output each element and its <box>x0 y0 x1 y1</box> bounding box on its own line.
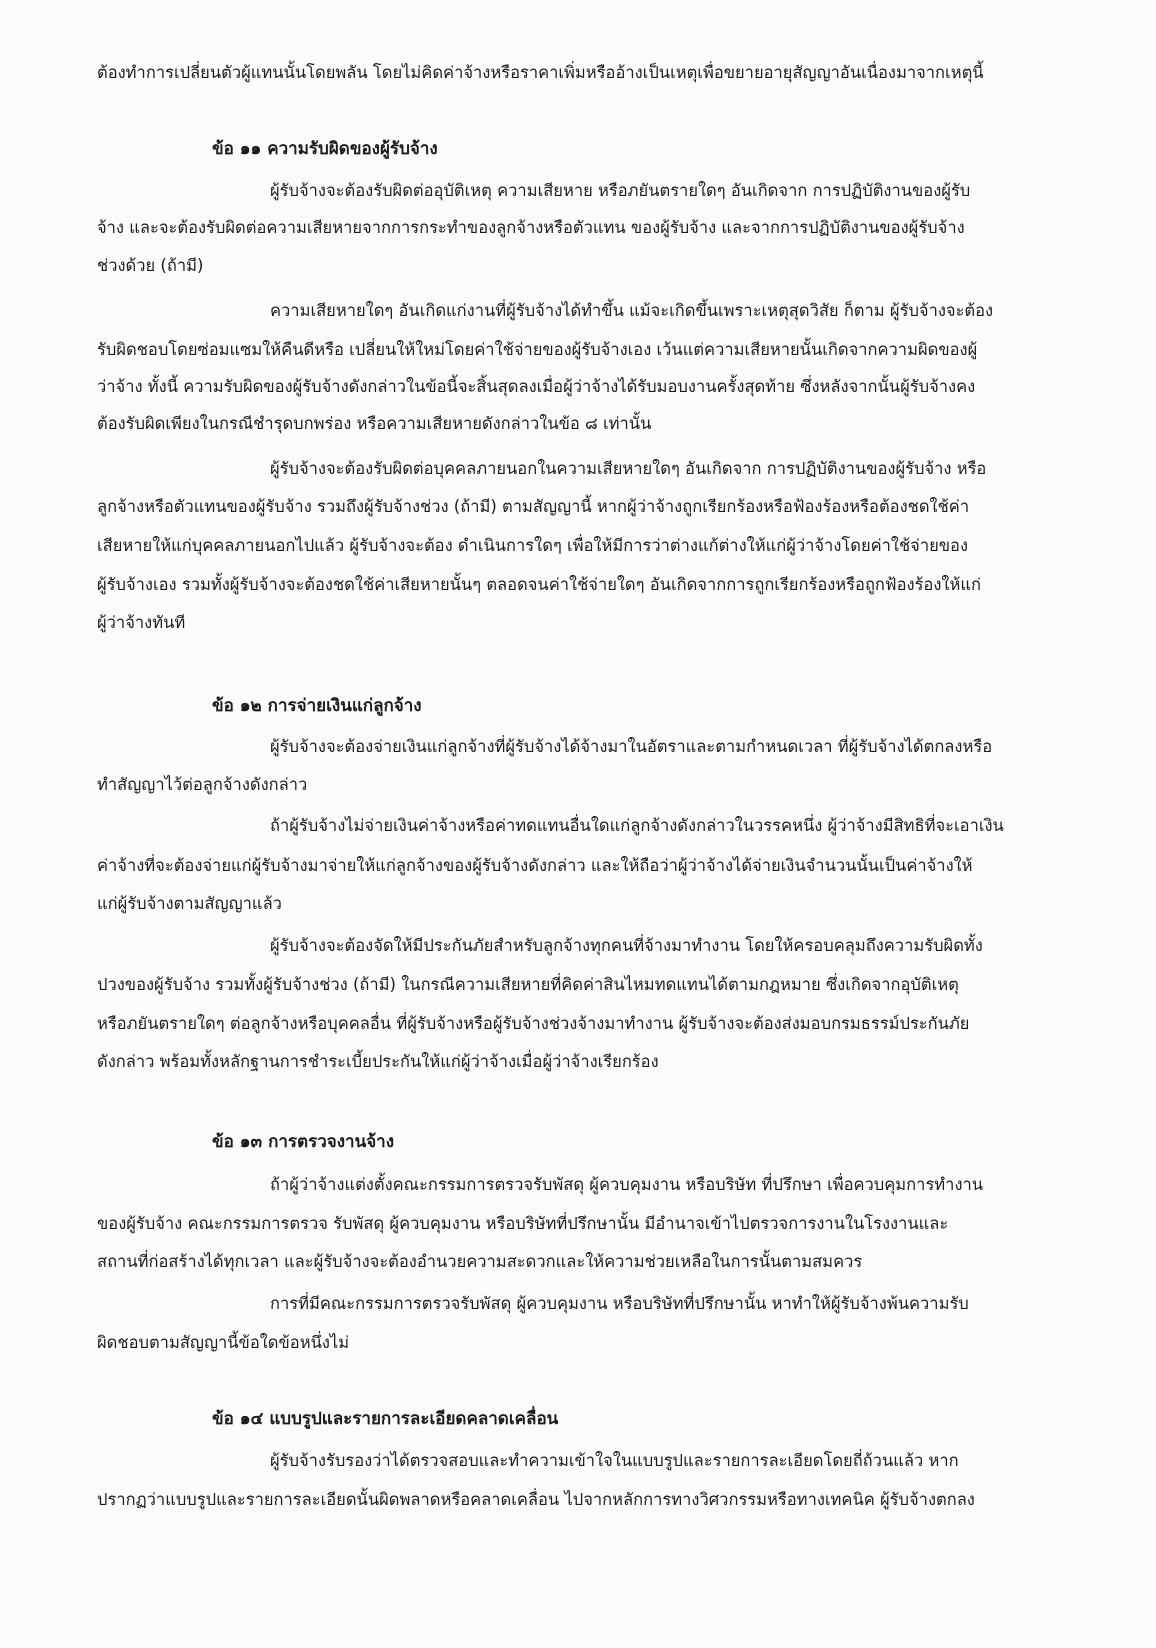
paragraph-line: แก่ผู้รับจ้างตามสัญญาแล้ว <box>97 894 282 913</box>
paragraph-line: ผู้รับจ้างจะต้องรับผิดต่อบุคคลภายนอกในความเสียหายใดๆ อันเกิดจาก การปฏิบัติงานของผู้รับจ้าง หรือ <box>270 459 987 478</box>
paragraph-line: ทำสัญญาไว้ต่อลูกจ้างดังกล่าว <box>97 775 308 794</box>
paragraph-line: ความเสียหายใดๆ อันเกิดแก่งานที่ผู้รับจ้างได้ทำขึ้น แม้จะเกิดขึ้นเพราะเหตุสุดวิสัย ก็ตาม ผู้รับจ้างจะต้อง <box>270 301 994 320</box>
paragraph-line: ค่าจ้างที่จะต้องจ่ายแก่ผู้รับจ้างมาจ่ายให้แก่ลูกจ้างของผู้รับจ้างดังกล่าว และให้ถือว่าผู้ว่าจ้างได้จ่ายเงินจำนวนนั้นเป็นค่าจ้างให้ <box>97 856 973 875</box>
paragraph-line: ผู้รับจ้างจะต้องรับผิดต่ออุบัติเหตุ ความเสียหาย หรือภยันตรายใดๆ อันเกิดจาก การปฏิบัติงานของผู้รับ <box>270 181 971 200</box>
paragraph-line: จ้าง และจะต้องรับผิดต่อความเสียหายจากการกระทำของลูกจ้างหรือตัวแทน ของผู้รับจ้าง และจากการปฏิบัติงานของผู้รับจ้าง <box>97 218 965 237</box>
paragraph-line: ผู้รับจ้างเอง รวมทั้งผู้รับจ้างจะต้องชดใช้ค่าเสียหายนั้นๆ ตลอดจนค่าใช้จ่ายใดๆ อันเกิดจากการถูกเรียกร้องหรือถูกฟ้องร้องให้แก่ <box>97 575 981 594</box>
paragraph-line: ผู้ว่าจ้างทันที <box>97 613 186 632</box>
paragraph-line: ช่วงด้วย (ถ้ามี) <box>97 256 204 275</box>
paragraph-line: ถ้าผู้รับจ้างไม่จ่ายเงินค่าจ้างหรือค่าทดแทนอื่นใดแก่ลูกจ้างดังกล่าวในวรรคหนึ่ง ผู้ว่าจ้างมีสิทธิที่จะเอาเงิน <box>270 816 1004 835</box>
paragraph-line: รับผิดชอบโดยซ่อมแซมให้คืนดีหรือ เปลี่ยนให้ใหม่โดยค่าใช้จ่ายของผู้รับจ้างเอง เว้นแต่ความเสียหายนั้นเกิดจากความผิดของผู้ <box>97 340 978 359</box>
paragraph-line: ผู้รับจ้างจะต้องจัดให้มีประกันภัยสำหรับลูกจ้างทุกคนที่จ้างมาทำงาน โดยให้ครอบคลุมถึงความรับผิดทั้ง <box>270 936 983 955</box>
paragraph-line: การที่มีคณะกรรมการตรวจรับพัสดุ ผู้ควบคุมงาน หรือบริษัทที่ปรึกษานั้น หาทำให้ผู้รับจ้างพ้นความรับ <box>270 1294 969 1313</box>
section-14-heading: ข้อ ๑๔ แบบรูปและรายการละเอียดคลาดเคลื่อน <box>212 1409 559 1429</box>
paragraph-line: ของผู้รับจ้าง คณะกรรมการตรวจ รับพัสดุ ผู้ควบคุมงาน หรือบริษัทที่ปรึกษานั้น มีอำนาจเข้าไปตรวจการงานในโรงงานและ <box>97 1214 949 1233</box>
paragraph-line: ว่าจ้าง ทั้งนี้ ความรับผิดของผู้รับจ้างดังกล่าวในข้อนี้จะสิ้นสุดลงเมื่อผู้ว่าจ้างได้รับมอบงานครั้งสุดท้าย ซึ่งหลังจากนั้นผู้รับจ้างคง <box>97 377 976 396</box>
paragraph-line: ผู้รับจ้างจะต้องจ่ายเงินแก่ลูกจ้างที่ผู้รับจ้างได้จ้างมาในอัตราและตามกำหนดเวลา ที่ผู้รับจ้างได้ตกลงหรือ <box>270 737 993 756</box>
paragraph-line: ปรากฏว่าแบบรูปและรายการละเอียดนั้นผิดพลาดหรือคลาดเคลื่อน ไปจากหลักการทางวิศวกรรมหรือทางเทคนิค ผู้รับจ้างตกลง <box>97 1490 975 1509</box>
paragraph-line: สถานที่ก่อสร้างได้ทุกเวลา และผู้รับจ้างจะต้องอำนวยความสะดวกและให้ความช่วยเหลือในการนั้นตามสมควร <box>97 1252 863 1271</box>
paragraph-line: ถ้าผู้ว่าจ้างแต่งตั้งคณะกรรมการตรวจรับพัสดุ ผู้ควบคุมงาน หรือบริษัท ที่ปรึกษา เพื่อควบคุมการทำงาน <box>270 1175 984 1194</box>
paragraph-line: ปวงของผู้รับจ้าง รวมทั้งผู้รับจ้างช่วง (ถ้ามี) ในกรณีความเสียหายที่คิดค่าสินไหมทดแทนได้ตามกฎหมาย ซึ่งเกิดจากอุบัติเหตุ <box>97 975 959 994</box>
section-12-heading: ข้อ ๑๒ การจ่ายเงินแก่ลูกจ้าง <box>212 696 422 716</box>
paragraph-line: ลูกจ้างหรือตัวแทนของผู้รับจ้าง รวมถึงผู้รับจ้างช่วง (ถ้ามี) ตามสัญญานี้ หากผู้ว่าจ้างถูกเรียกร้องหรือฟ้องร้องหรือต้องชดใช้ค่า <box>97 497 970 516</box>
section-13-heading: ข้อ ๑๓ การตรวจงานจ้าง <box>212 1132 395 1152</box>
paragraph-line: หรือภยันตรายใดๆ ต่อลูกจ้างหรือบุคคลอื่น ที่ผู้รับจ้างหรือผู้รับจ้างช่วงจ้างมาทำงาน ผู้รับจ้างจะต้องส่งมอบกรมธรรม์ประกันภัย <box>97 1014 970 1033</box>
paragraph-line: เสียหายให้แก่บุคคลภายนอกไปแล้ว ผู้รับจ้างจะต้อง ดำเนินการใดๆ เพื่อให้มีการว่าต่างแก้ต่างให้แก่ผู้ว่าจ้างโดยค่าใช้จ่ายของ <box>97 536 969 555</box>
paragraph-line: ต้องรับผิดเพียงในกรณีชำรุดบกพร่อง หรือความเสียหายดังกล่าวในข้อ ๘ เท่านั้น <box>97 414 652 433</box>
intro-line: ต้องทำการเปลี่ยนตัวผู้แทนนั้นโดยพลัน โดยไม่คิดค่าจ้างหรือราคาเพิ่มหรืออ้างเป็นเหตุเพื่อขยายอายุสัญญาอันเนื่องมาจากเหตุนี้ <box>97 63 984 82</box>
paragraph-line: ผู้รับจ้างรับรองว่าได้ตรวจสอบและทำความเข้าใจในแบบรูปและรายการละเอียดโดยถี่ถ้วนแล้ว หาก <box>270 1451 959 1470</box>
paragraph-line: ผิดชอบตามสัญญานี้ข้อใดข้อหนึ่งไม่ <box>97 1333 350 1352</box>
section-11-heading: ข้อ ๑๑ ความรับผิดของผู้รับจ้าง <box>212 139 438 159</box>
paragraph-line: ดังกล่าว พร้อมทั้งหลักฐานการชำระเบี้ยประกันให้แก่ผู้ว่าจ้างเมื่อผู้ว่าจ้างเรียกร้อง <box>97 1052 659 1071</box>
